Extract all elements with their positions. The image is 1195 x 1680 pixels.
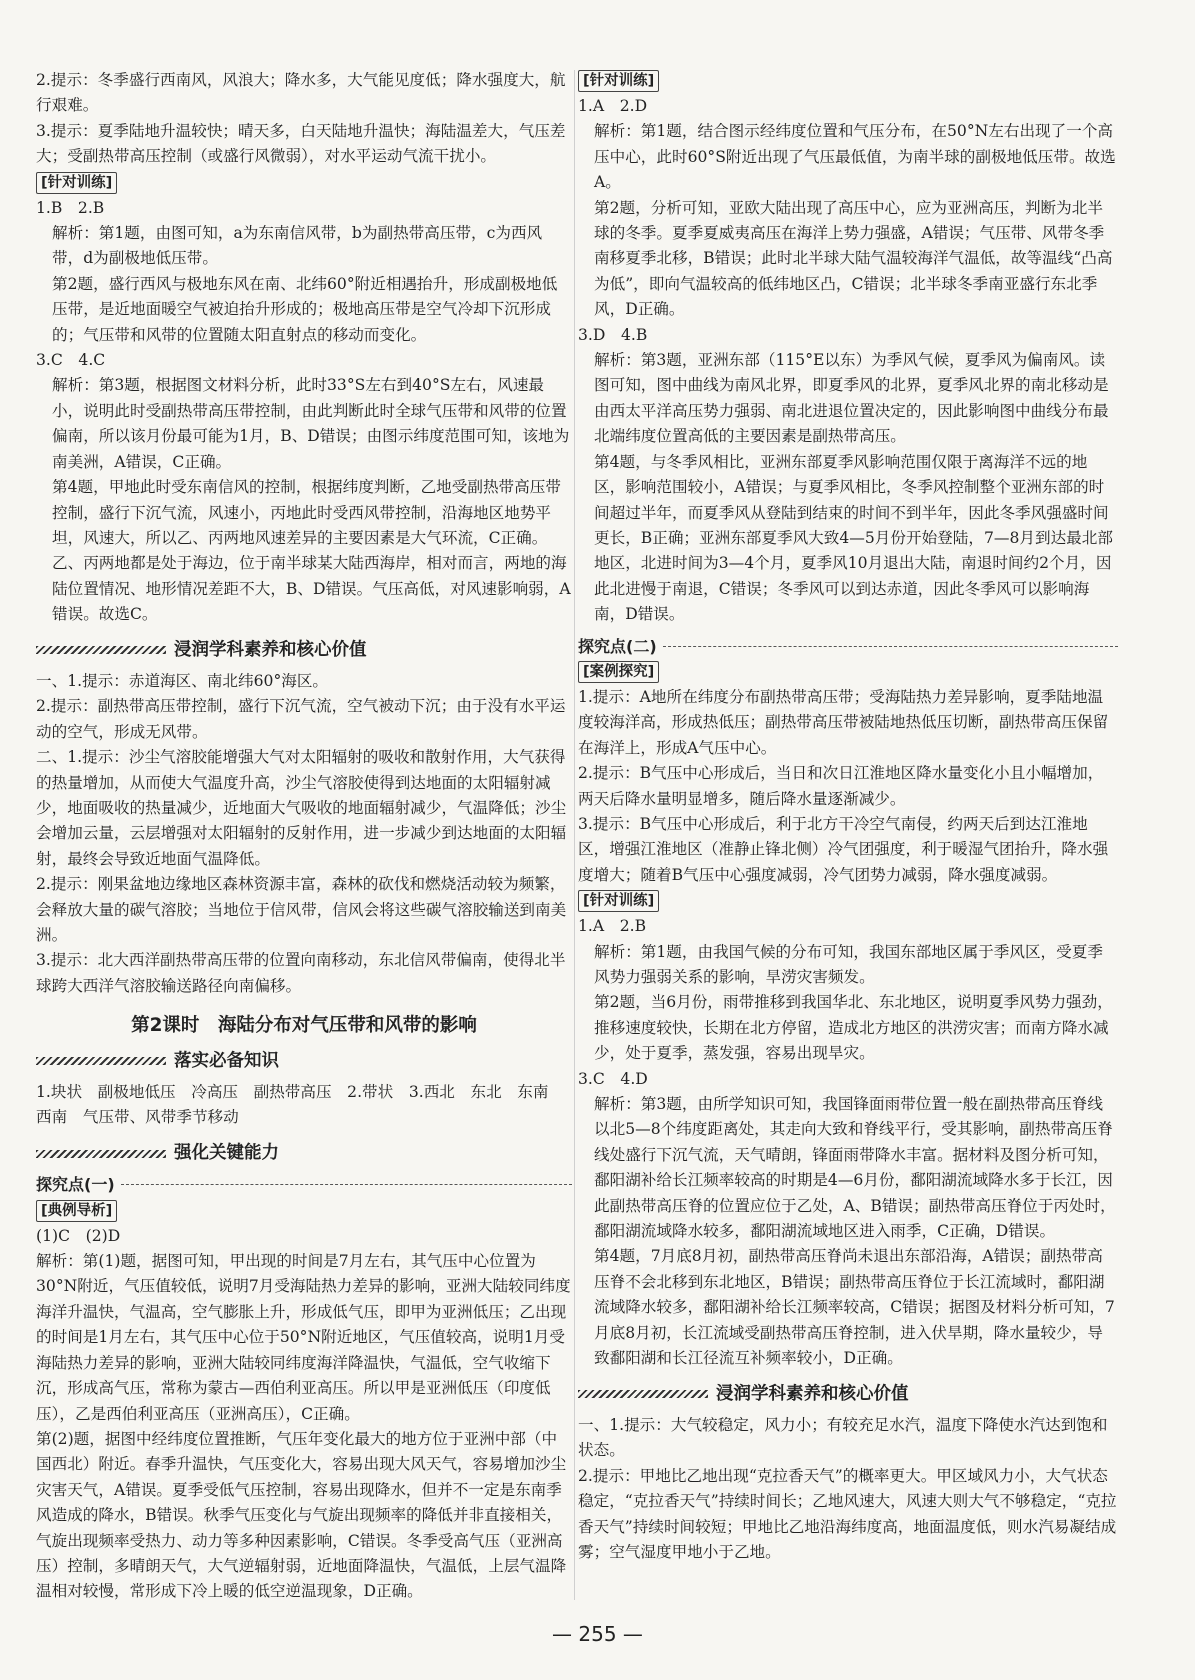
tag-targeted-training: [针对训练]	[36, 172, 117, 194]
section-title: 浸润学科素养和核心价值	[716, 1383, 909, 1404]
answers-1-2-b: 1.A 2.B	[578, 917, 647, 936]
literacy-b-1: 一、1.提示：大气较稳定，风力小；有较充足水汽，温度下降使水汽达到饱和状态。	[578, 1415, 1108, 1460]
case-hint-1: 1.提示：A地所在纬度分布副热带高压带；受海陆热力差异影响，夏季陆地温度较海洋高，形成热低压；副热带高压带被陆地热低压切断，副热带高压保留在海洋上，形成A气压中心。	[578, 687, 1109, 757]
answers-3-4: 3.C 4.C	[36, 351, 106, 370]
section-banner-knowledge	[36, 1049, 572, 1074]
explore-point-2	[578, 634, 1118, 659]
right-column	[578, 68, 1118, 1565]
tag-targeted-training: [针对训练]	[578, 890, 659, 912]
section-title: 落实必备知识	[174, 1050, 279, 1071]
banner-stripe	[578, 1390, 708, 1398]
analysis-q4: 第4题，甲地此时受东南信风的控制，根据纬度判断，乙地受副热带高压带控制，盛行下沉气流，风速小，丙地此时受西风带控制，沿海地区地势平坦，风速大，所以乙、丙两地风速差异的主要因素是大气环流，C正确。乙、丙两地都是处于海边，位于南半球某大陆西海岸，相对而言，两地的海陆位置情况、地形情况差距不大，B、D错误。气压高低，对风速影响弱，A错误。故选C。	[52, 478, 571, 624]
hint-3: 3.提示：夏季陆地升温较快；晴天多，白天陆地升温快；海陆温差大，气压差大；受副热带高压控制（或盛行风微弱），对水平运动气流干扰小。	[36, 121, 566, 166]
explore-point-1	[36, 1172, 572, 1197]
literacy-1-2: 2.提示：副热带高压带控制，盛行下沉气流，空气被动下沉；由于没有水平运动的空气，形成无风带。	[36, 697, 566, 741]
literacy-2-1: 二、1.提示：沙尘气溶胶能增强大气对太阳辐射的吸收和散射作用，大气获得的热量增加，从而使大气温度升高，沙尘气溶胶使得到达地面的太阳辐射减少，地面吸收的热量减少，近地面大气吸收的地面辐射减少，气温降低；沙尘会增加云量，云层增强对太阳辐射的反射作用，进一步减少到达地面的太阳辐射，最终会导致近地面气温降低。	[36, 748, 567, 868]
analysis-q1-b: 解析：第1题，由我国气候的分布可知，我国东部地区属于季风区，受夏季风势力强弱关系的影响，旱涝灾害频发。	[594, 942, 1103, 986]
literacy-1-1: 一、1.提示：赤道海区、南北纬60°海区。	[36, 671, 329, 690]
hint-2: 2.提示：冬季盛行西南风，风浪大；降水多，大气能见度低；降水强度大，航行艰难。	[36, 71, 566, 115]
answers-3-4-b: 3.C 4.D	[578, 1069, 648, 1088]
analysis-q2-b: 第2题，当6月份，雨带推移到我国华北、东北地区，说明夏季风势力强劲，推移速度较快，长期在北方停留，造成北方地区的洪涝灾害；而南方降水减少，处于夏季，蒸发强，容易出现旱灾。	[594, 993, 1113, 1063]
answers-1-2: 1.A 2.D	[578, 97, 648, 115]
section-banner-ability	[36, 1141, 572, 1166]
analysis-q1: 解析：第1题，由图可知，a为东南信风带，b为副热带高压带，c为西风带，d为副极地低压带。	[52, 224, 543, 268]
analysis-q3-b: 解析：第3题，由所学知识可知，我国锋面雨带位置一般在副热带高压脊线以北5—8个纬度距离处，其走向大致和脊线平行，受其影响，副热带高压脊线处盛行下沉气流，天气晴朗，锋面雨带降水丰富。据材料及图分析可知，鄱阳湖补给长江频率较高的时期是4—6月份，鄱阳湖流域降水多于长江，因此副热带高压脊的位置应位于乙处，A、B错误；副热带高压脊位于丙处时，鄱阳湖流域降水较多，鄱阳湖流域地区进入雨季，C正确，D错误。	[594, 1095, 1116, 1241]
tag-case-study: [案例探究]	[578, 661, 659, 683]
guide-analysis-1: 解析：第(1)题，据图可知，甲出现的时间是7月左右，其气压中心位置为30°N附近，气压值较低，说明7月受海陆热力差异的影响，亚洲大陆较同纬度海洋升温快，气温高，空气膨胀上升，形成低气压，即甲为亚洲低压；乙出现的时间是1月左右，其气压中心位于50°N附近地区，气压值较高，说明1月受海陆热力差异的影响，亚洲大陆较同纬度海洋降温快，气温低，空气收缩下沉，形成高气压，常称为蒙古—西伯利亚高压。所以甲是亚洲低压（印度低压），乙是西伯利亚高压（亚洲高压），C正确。	[36, 1252, 571, 1423]
page-number: — 255 —	[552, 1622, 643, 1646]
lesson-title: 第2课时 海陆分布对气压带和风带的影响	[131, 1015, 477, 1037]
banner-stripe	[36, 1150, 166, 1158]
analysis-q4-b: 第4题，7月底8月初，副热带高压脊尚未退出东部沿海，A错误；副热带高压脊不会北移到东北地区，B错误；副热带高压脊位于长江流域时，鄱阳湖流域降水较多，鄱阳湖补给长江频率较高，C错误；据图及材料分析可知，7月底8月初，长江流域受副热带高压脊控制，进入伏旱期，降水量较少，导致鄱阳湖和长江径流互补频率较小，D正确。	[594, 1247, 1115, 1368]
tag-targeted-training: [针对训练]	[578, 70, 659, 92]
literacy-2-3: 3.提示：北大西洋副热带高压带的位置向南移动，东北信风带偏南，使得北半球跨大西洋气溶胶输送路径向南偏移。	[36, 951, 566, 995]
tag-example-guide: [典例导析]	[36, 1200, 117, 1222]
guide-answers: (1)C (2)D	[36, 1226, 121, 1245]
guide-analysis-2: 第(2)题，据图中经纬度位置推断，气压年变化最大的地方位于亚洲中部（中国西北）附近。春季升温快，气压变化大，容易出现大风天气，容易增加沙尘灾害天气，A错误。夏季受低气压控制，容易出现降水，但并不一定是东南季风造成的降水，B错误。秋季气压变化与气旋出现频率的降低并非直接相关，气旋出现频率受热力、动力等多种因素影响，C错误。冬季受高气压（亚洲高压）控制，多晴朗天气，大气逆辐射弱，近地面降温快，气温低，上层气温降温相对较慢，常形成下冷上暖的低空逆温现象，D正确。	[36, 1429, 567, 1601]
analysis-q2: 第2题，盛行西风与极地东风在南、北纬60°附近相遇抬升，形成副极地低压带，是近地面暖空气被迫抬升形成的；极地高压带是空气冷却下沉形成的；气压带和风带的位置随太阳直射点的移动而变化。	[52, 274, 558, 344]
knowledge-answers: 1.块状 副极地低压 冷高压 副热带高压 2.带状 3.西北 东北 东南 西南 气压带、风带季节移动	[36, 1083, 565, 1127]
banner-stripe	[36, 1057, 166, 1065]
section-title: 浸润学科素养和核心价值	[174, 639, 367, 660]
analysis-q2: 第2题，分析可知，亚欧大陆出现了高压中心，应为亚洲高压，判断为北半球的冬季。夏季夏威夷高压在海洋上势力强盛，A错误；气压带、风带冬季南移夏季北移，B错误；此时北半球大陆气温较海洋气温低，故等温线“凸高为低”，即向气温较高的低纬地区凸，C错误；北半球冬季南亚盛行东北季风，D正确。	[594, 198, 1113, 319]
analysis-q3: 解析：第3题，根据图文材料分析，此时33°S左右到40°S左右，风速最小，说明此时受副热带高压带控制，由此判断此时全球气压带和风带的位置偏南，所以该月份最可能为1月，B、D错误；由图示纬度范围可知，该地为南美洲，A错误，C正确。	[52, 376, 570, 471]
case-hint-2: 2.提示：B气压中心形成后，当日和次日江淮地区降水量变化小且小幅增加，两天后降水量明显增多，随后降水量逐渐减少。	[578, 764, 1104, 808]
dashed-rule	[121, 1184, 572, 1185]
section-banner-literacy	[36, 638, 572, 663]
analysis-q1: 解析：第1题，结合图示经纬度位置和气压分布，在50°N左右出现了一个高压中心，此时60°S附近出现了气压最低值，为南半球的副极地低压带。故选A。	[594, 122, 1116, 192]
explore-title: 探究点(一)	[36, 1175, 115, 1195]
analysis-q3: 解析：第3题，亚洲东部（115°E以东）为季风气候，夏季风为偏南风。读图可知，图中曲线为南风北界，即夏季风的北界，夏季风北界的南北移动是由西太平洋高压势力强弱、南北进退位置决定的，因此影响图中曲线分布最北端纬度位置高低的主要因素是副热带高压。	[594, 351, 1109, 446]
section-banner-literacy-2	[578, 1382, 1118, 1407]
literacy-b-2: 2.提示：甲地比乙地出现“克拉香天气”的概率更大。甲区域风力小，大气状态稳定，“克拉香天气”持续时间长；乙地风速大，风速大则大气不够稳定，“克拉香天气”持续时间较短；甲地比乙地沿海纬度高，地面温度低，则水汽易凝结成雾；空气湿度甲地小于乙地。	[578, 1466, 1117, 1561]
banner-stripe	[36, 646, 166, 654]
section-title: 强化关键能力	[174, 1142, 279, 1163]
literacy-2-2: 2.提示：刚果盆地边缘地区森林资源丰富，森林的砍伐和燃烧活动较为频繁，会释放大量的碳气溶胶；当地位于信风带，信风会将这些碳气溶胶输送到南美洲。	[36, 875, 567, 944]
explore-title: 探究点(二)	[578, 636, 657, 656]
answers-1-2: 1.B 2.B	[36, 198, 105, 217]
left-column	[36, 68, 572, 1605]
analysis-q4: 第4题，与冬季风相比，亚洲东部夏季风影响范围仅限于离海洋不远的地区，影响范围较小，A错误；与夏季风相比，冬季风控制整个亚洲东部的时间超过半年，而夏季风从登陆到结束的时间不到半年，因此冬季风强盛时间更长，B正确；亚洲东部夏季风大致4—5月份开始登陆，7—8月到达最北部地区，北进时间为3—4个月，夏季风10月退出大陆，南退时间约2个月，因此北进慢于南退，C错误；冬季风可以到达赤道，因此冬季风可以影响海南，D错误。	[594, 452, 1113, 624]
answers-3-4: 3.D 4.B	[578, 325, 648, 344]
dashed-rule	[663, 646, 1118, 647]
case-hint-3: 3.提示：B气压中心形成后，利于北方干冷空气南侵，约两天后到达江淮地区，增强江淮地区（准静止锋北侧）冷气团强度，利于暖湿气团抬升，降水强度增大；随着B气压中心强度减弱，冷气团势力减弱，降水强度减弱。	[578, 814, 1109, 884]
column-divider	[574, 70, 575, 1600]
